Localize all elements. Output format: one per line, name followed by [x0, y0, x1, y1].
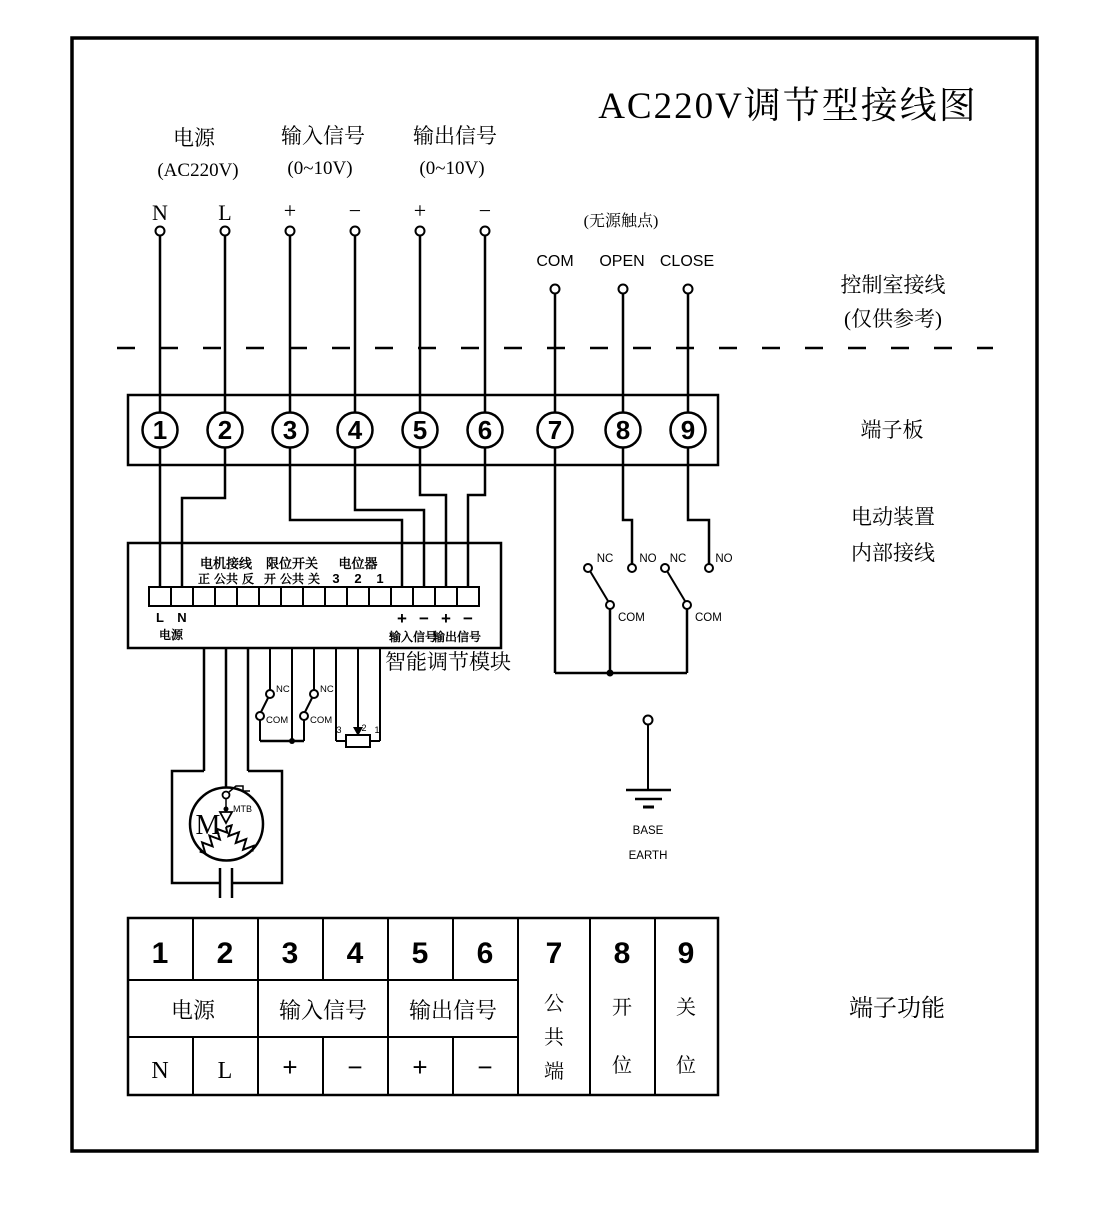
power-sub-label: (AC220V) [157, 160, 239, 181]
table-col8-char-2: 位 [612, 1055, 632, 1077]
close-label: CLOSE [659, 253, 715, 270]
limit-b-com-contact [300, 712, 308, 720]
module-pin-zheng: 正 [197, 572, 211, 586]
module-terminal-12 [391, 587, 413, 606]
top-terminal-open [619, 285, 628, 294]
module-terminal-14 [435, 587, 457, 606]
module-pin-guan: 关 [307, 572, 321, 586]
table-sig-plus1: + [282, 1052, 298, 1082]
contact-b-com [683, 601, 691, 609]
device-internal-note-1: 电动装置 [851, 505, 935, 529]
board-number-2: 2 [217, 415, 233, 445]
contact-b-nc-label: NC [669, 553, 687, 565]
table-output-cell: 输出信号 [408, 998, 498, 1023]
module-terminal-13 [413, 587, 435, 606]
pot-pin-3-label: 3 [336, 725, 342, 735]
device-internal-note-2: 内部接线 [851, 541, 935, 565]
contact-b-no-label: NO [715, 553, 733, 565]
terminal-function-note: 端子功能 [849, 996, 945, 1022]
table-col8-char-1: 开 [612, 997, 632, 1019]
terminal-n-label: N [152, 200, 168, 225]
board-number-6: 6 [477, 415, 493, 445]
contact-a-com [606, 601, 614, 609]
contact-a-no-label: NO [639, 553, 657, 565]
table-sig-n: N [151, 1058, 169, 1084]
board-number-4: 4 [347, 415, 363, 445]
input-signal-label: 输入信号 [281, 124, 365, 148]
mtb-label: MTB [233, 804, 252, 814]
top-terminal-com [551, 285, 560, 294]
module-sig-minus1: − [419, 609, 429, 628]
contact-a-nc-label: NC [596, 553, 614, 565]
terminal-plus1-label: + [283, 198, 297, 223]
table-sig-plus2: + [412, 1052, 428, 1082]
top-terminal-in-minus [351, 227, 360, 236]
limit-b-nc-label: NC [320, 684, 334, 695]
module-terminal-2 [171, 587, 193, 606]
motor-m-label: M [195, 810, 221, 841]
top-terminal-out-plus [416, 227, 425, 236]
board-number-5: 5 [412, 415, 428, 445]
table-num-6: 6 [476, 937, 494, 970]
control-room-note-2: (仅供参考) [844, 307, 942, 331]
module-terminal-8 [303, 587, 325, 606]
limit-a-nc-label: NC [276, 684, 290, 695]
module-pin-2: 2 [354, 571, 362, 586]
module-terminal-11 [369, 587, 391, 606]
table-col7-char-3: 端 [544, 1061, 564, 1083]
table-col7-char-1: 公 [544, 993, 564, 1015]
contact-a-no [628, 564, 636, 572]
table-num-9: 9 [677, 937, 695, 970]
table-num-4: 4 [346, 937, 364, 970]
table-num-3: 3 [281, 937, 299, 970]
module-name: 智能调节模块 [385, 650, 511, 674]
ground-terminal [644, 716, 653, 725]
terminal-board-note: 端子板 [860, 418, 924, 442]
pot-pin-1-label: 1 [374, 725, 380, 735]
terminal-minus1-label: − [348, 198, 362, 223]
module-terminal-5 [237, 587, 259, 606]
mtb-pivot [223, 792, 230, 799]
module-pin-N: N [177, 610, 187, 625]
board-number-1: 1 [152, 415, 168, 445]
dry-contact-note: (无源触点) [583, 213, 659, 230]
module-pin-L: L [156, 610, 164, 625]
terminal-minus2-label: − [478, 198, 492, 223]
table-sig-l: L [217, 1058, 233, 1084]
table-col9-char-1: 关 [676, 997, 696, 1019]
module-terminal-7 [281, 587, 303, 606]
ground-label-base: BASE [632, 825, 664, 837]
table-num-2: 2 [216, 937, 234, 970]
module-pin-gonggong1: 公共 [213, 572, 239, 586]
module-pin-fan: 反 [241, 572, 255, 586]
table-num-5: 5 [411, 937, 429, 970]
board-number-9: 9 [680, 415, 696, 445]
contact-b-no [705, 564, 713, 572]
table-num-8: 8 [613, 937, 631, 970]
top-terminal-n [156, 227, 165, 236]
module-terminal-9 [325, 587, 347, 606]
table-power-cell: 电源 [170, 998, 216, 1023]
module-pin-gonggong2: 公共 [279, 572, 305, 586]
limit-a-com-contact [256, 712, 264, 720]
limit-a-com-label: COM [266, 715, 289, 726]
input-signal-range: (0~10V) [287, 158, 353, 179]
power-label: 电源 [173, 126, 215, 150]
module-terminal-6 [259, 587, 281, 606]
module-sig-minus2: − [463, 609, 473, 628]
module-pin-kai: 开 [263, 572, 277, 586]
module-terminal-15 [457, 587, 479, 606]
table-sig-minus1: − [347, 1052, 363, 1082]
module-terminal-3 [193, 587, 215, 606]
module-group-motor: 电机接线 [199, 556, 253, 571]
mtb-node-dot [224, 807, 229, 812]
output-signal-range: (0~10V) [419, 158, 485, 179]
contact-a-com-label: COM [618, 612, 645, 624]
board-number-7: 7 [547, 415, 563, 445]
module-power-label: 电源 [158, 628, 184, 642]
limit-junction-dot [289, 738, 295, 744]
page-title: AC220V调节型接线图 [598, 86, 978, 127]
control-room-note-1: 控制室接线 [840, 273, 946, 297]
table-num-7: 7 [545, 937, 563, 970]
module-input-label: 输入信号 [388, 630, 438, 644]
contact-junction-dot [607, 670, 614, 677]
limit-b-com-label: COM [310, 715, 333, 726]
top-terminal-in-plus [286, 227, 295, 236]
top-terminal-l [221, 227, 230, 236]
top-terminal-out-minus [481, 227, 490, 236]
module-terminal-4 [215, 587, 237, 606]
module-group-pot: 电位器 [338, 556, 378, 571]
limit-a-nc-contact [266, 690, 274, 698]
output-signal-label: 输出信号 [413, 124, 497, 148]
module-terminal-10 [347, 587, 369, 606]
board-number-3: 3 [282, 415, 298, 445]
table-num-1: 1 [151, 937, 169, 970]
com-label: COM [536, 253, 574, 270]
terminal-l-label: L [218, 200, 232, 225]
module-group-limit: 限位开关 [265, 556, 319, 571]
module-pin-1: 1 [376, 571, 384, 586]
table-input-cell: 输入信号 [278, 998, 368, 1023]
table-sig-minus2: − [477, 1052, 493, 1082]
table-col7-char-2: 共 [544, 1027, 564, 1049]
module-sig-plus1: + [397, 609, 407, 628]
top-terminal-close [684, 285, 693, 294]
module-output-label: 输出信号 [432, 630, 482, 644]
open-label: OPEN [599, 253, 645, 270]
terminal-plus2-label: + [413, 198, 427, 223]
module-terminal-1 [149, 587, 171, 606]
module-pin-3: 3 [332, 571, 340, 586]
module-sig-plus2: + [441, 609, 451, 628]
pot-pin-2-label: 2 [361, 723, 367, 733]
table-col9-char-2: 位 [676, 1055, 696, 1077]
board-number-8: 8 [615, 415, 631, 445]
ground-label-earth: EARTH [628, 850, 668, 862]
limit-b-nc-contact [310, 690, 318, 698]
contact-b-com-label: COM [695, 612, 722, 624]
potentiometer-body [346, 735, 370, 747]
